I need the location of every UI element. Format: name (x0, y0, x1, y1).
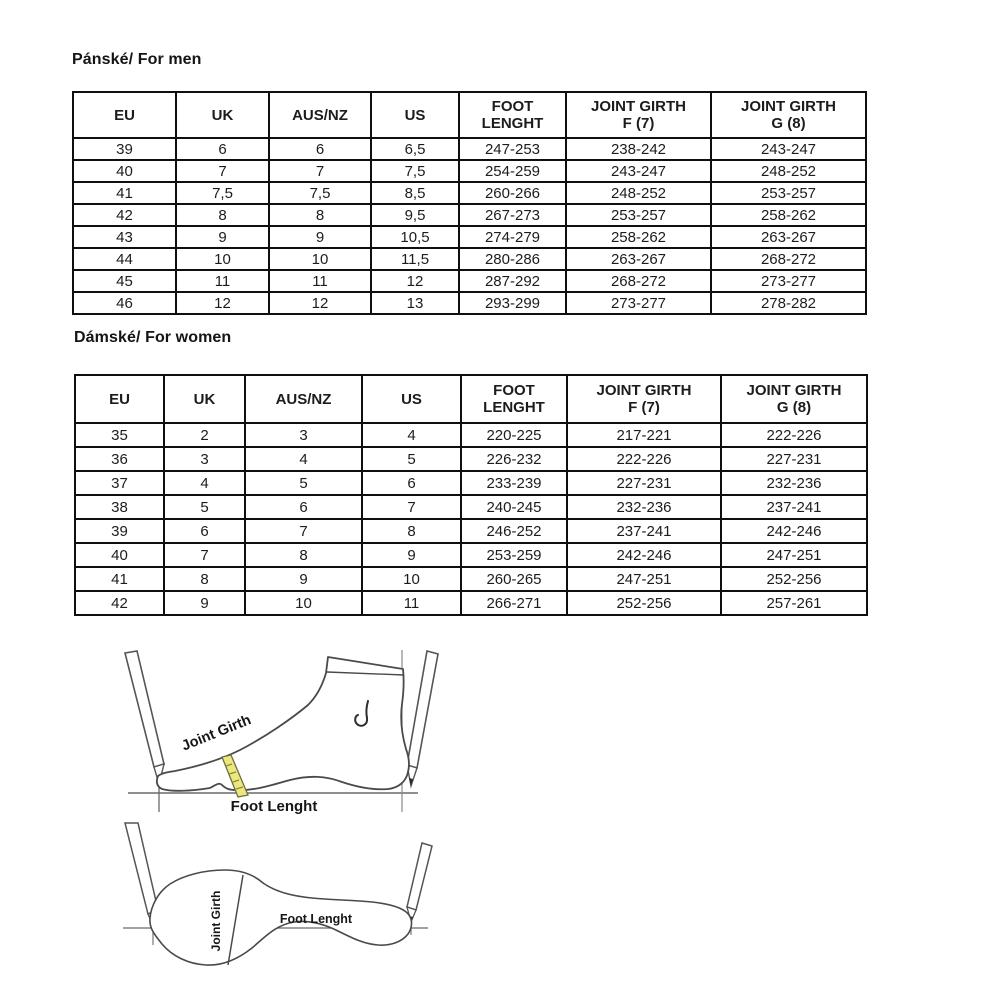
column-header (721, 375, 867, 423)
size-cell: 222-226 (721, 423, 867, 447)
size-cell: 8 (245, 543, 362, 567)
column-header-line: FOOT (491, 98, 534, 115)
foot-top-view-diagram (70, 818, 470, 978)
size-cell: 7 (164, 543, 245, 567)
size-cell: 6 (176, 138, 269, 160)
size-cell: 9 (362, 543, 461, 567)
size-cell: 11,5 (371, 248, 459, 270)
size-cell: 7,5 (176, 182, 269, 204)
size-cell: 247-253 (459, 138, 566, 160)
size-cell: 227-231 (721, 447, 867, 471)
size-cell: 8 (269, 204, 371, 226)
size-cell: 44 (73, 248, 176, 270)
size-cell: 248-252 (566, 182, 711, 204)
size-cell: 8 (164, 567, 245, 591)
foot-length-label: Foot Lenght (279, 912, 353, 926)
column-header (245, 375, 362, 423)
size-cell: 267-273 (459, 204, 566, 226)
column-header-line: G (8) (771, 115, 806, 132)
size-cell: 268-272 (566, 270, 711, 292)
size-cell: 8,5 (371, 182, 459, 204)
size-cell: 237-241 (721, 495, 867, 519)
size-cell: 39 (75, 519, 164, 543)
size-cell: 7,5 (371, 160, 459, 182)
size-cell: 287-292 (459, 270, 566, 292)
column-header (711, 92, 866, 138)
size-cell: 6,5 (371, 138, 459, 160)
column-header-line: US (401, 390, 422, 408)
size-cell: 278-282 (711, 292, 866, 314)
size-cell: 6 (362, 471, 461, 495)
column-header-line: US (404, 106, 426, 124)
column-header (75, 375, 164, 423)
size-cell: 253-257 (566, 204, 711, 226)
column-header (164, 375, 245, 423)
size-cell: 42 (73, 204, 176, 226)
table-row (75, 495, 867, 519)
size-cell: 237-241 (567, 519, 721, 543)
size-cell: 13 (371, 292, 459, 314)
size-cell: 217-221 (567, 423, 721, 447)
column-header-line: JOINT GIRTH (590, 98, 686, 115)
size-cell: 40 (73, 160, 176, 182)
column-header (73, 92, 176, 138)
size-cell: 248-252 (711, 160, 866, 182)
size-cell: 233-239 (461, 471, 567, 495)
column-header-line: EU (109, 390, 130, 408)
column-header-line: F (7) (622, 115, 655, 132)
table-row (75, 471, 867, 495)
size-cell: 10 (176, 248, 269, 270)
size-cell: 6 (164, 519, 245, 543)
column-header-line: JOINT GIRTH (596, 382, 692, 399)
size-cell: 41 (75, 567, 164, 591)
foot-side-view-diagram (70, 645, 470, 820)
size-cell: 36 (75, 447, 164, 471)
size-cell: 35 (75, 423, 164, 447)
size-cell: 226-232 (461, 447, 567, 471)
size-cell: 253-257 (711, 182, 866, 204)
column-header-line: JOINT GIRTH (740, 98, 836, 115)
size-cell: 11 (362, 591, 461, 615)
size-cell: 242-246 (721, 519, 867, 543)
column-header (176, 92, 269, 138)
column-header-line: F (7) (628, 399, 660, 416)
size-cell: 9,5 (371, 204, 459, 226)
size-cell: 260-265 (461, 567, 567, 591)
size-cell: 3 (164, 447, 245, 471)
pencil-icon (125, 651, 164, 784)
table-row (73, 248, 866, 270)
size-cell: 7 (362, 495, 461, 519)
pencil-icon (407, 651, 438, 786)
column-header-line: UK (193, 390, 216, 408)
size-cell: 41 (73, 182, 176, 204)
column-header (371, 92, 459, 138)
size-cell: 38 (75, 495, 164, 519)
size-cell: 12 (371, 270, 459, 292)
size-cell: 268-272 (711, 248, 866, 270)
women-section-title: Dámské/ For women (74, 329, 232, 346)
size-cell: 246-252 (461, 519, 567, 543)
size-cell: 5 (362, 447, 461, 471)
column-header-line: EU (114, 106, 135, 124)
size-cell: 37 (75, 471, 164, 495)
size-cell: 252-256 (567, 591, 721, 615)
women-size-table (74, 374, 868, 616)
column-header-line: LENGHT (483, 399, 545, 416)
size-cell: 247-251 (721, 543, 867, 567)
column-header-line: AUS/NZ (292, 106, 348, 124)
size-cell: 43 (73, 226, 176, 248)
size-cell: 263-267 (566, 248, 711, 270)
foot-length-label: Foot Lenght (230, 798, 318, 815)
size-cell: 220-225 (461, 423, 567, 447)
men-size-table (72, 91, 867, 315)
size-cell: 9 (176, 226, 269, 248)
size-cell: 8 (176, 204, 269, 226)
size-cell: 243-247 (566, 160, 711, 182)
size-cell: 253-259 (461, 543, 567, 567)
size-cell: 240-245 (461, 495, 567, 519)
pencil-icon (407, 843, 432, 922)
size-cell: 257-261 (721, 591, 867, 615)
size-cell: 12 (269, 292, 371, 314)
column-header (566, 92, 711, 138)
size-cell: 252-256 (721, 567, 867, 591)
column-header (362, 375, 461, 423)
men-section-title: Pánské/ For men (72, 51, 202, 68)
size-cell: 2 (164, 423, 245, 447)
table-row (73, 270, 866, 292)
size-cell: 11 (176, 270, 269, 292)
table-row (75, 423, 867, 447)
size-cell: 11 (269, 270, 371, 292)
size-cell: 242-246 (567, 543, 721, 567)
size-cell: 4 (164, 471, 245, 495)
column-header (269, 92, 371, 138)
joint-girth-label: Joint Girth (209, 890, 223, 952)
size-cell: 7 (176, 160, 269, 182)
size-cell: 280-286 (459, 248, 566, 270)
size-cell: 8 (362, 519, 461, 543)
size-cell: 10 (245, 591, 362, 615)
size-cell: 3 (245, 423, 362, 447)
size-cell: 6 (269, 138, 371, 160)
size-cell: 5 (245, 471, 362, 495)
size-cell: 9 (164, 591, 245, 615)
size-cell: 7 (245, 519, 362, 543)
column-header-line: LENGHT (481, 115, 544, 132)
size-cell: 254-259 (459, 160, 566, 182)
size-cell: 42 (75, 591, 164, 615)
size-cell: 274-279 (459, 226, 566, 248)
size-cell: 260-266 (459, 182, 566, 204)
table-row (73, 204, 866, 226)
table-row (75, 519, 867, 543)
size-cell: 6 (245, 495, 362, 519)
size-cell: 232-236 (721, 471, 867, 495)
header-row (75, 375, 867, 423)
size-cell: 247-251 (567, 567, 721, 591)
column-header-line: JOINT GIRTH (746, 382, 842, 399)
size-cell: 39 (73, 138, 176, 160)
size-cell: 258-262 (711, 204, 866, 226)
column-header (459, 92, 566, 138)
size-cell: 232-236 (567, 495, 721, 519)
table-row (73, 182, 866, 204)
size-cell: 9 (269, 226, 371, 248)
size-cell: 243-247 (711, 138, 866, 160)
size-cell: 5 (164, 495, 245, 519)
size-cell: 10 (362, 567, 461, 591)
foot-outline (157, 657, 409, 791)
column-header (567, 375, 721, 423)
column-header-line: G (8) (776, 399, 812, 416)
table-row (75, 567, 867, 591)
size-cell: 46 (73, 292, 176, 314)
table-row (75, 543, 867, 567)
size-cell: 9 (245, 567, 362, 591)
size-cell: 263-267 (711, 226, 866, 248)
size-cell: 258-262 (566, 226, 711, 248)
size-cell: 227-231 (567, 471, 721, 495)
size-cell: 273-277 (711, 270, 866, 292)
table-row (75, 447, 867, 471)
column-header-line: UK (211, 106, 234, 124)
size-cell: 7,5 (269, 182, 371, 204)
table-row (73, 138, 866, 160)
table-row (73, 160, 866, 182)
size-cell: 4 (362, 423, 461, 447)
size-cell: 45 (73, 270, 176, 292)
table-row (75, 591, 867, 615)
header-row (73, 92, 866, 138)
size-cell: 10,5 (371, 226, 459, 248)
size-cell: 10 (269, 248, 371, 270)
table-row (73, 226, 866, 248)
size-cell: 273-277 (566, 292, 711, 314)
table-row (73, 292, 866, 314)
size-cell: 7 (269, 160, 371, 182)
size-cell: 12 (176, 292, 269, 314)
size-cell: 222-226 (567, 447, 721, 471)
size-cell: 238-242 (566, 138, 711, 160)
column-header-line: FOOT (493, 382, 535, 399)
size-cell: 266-271 (461, 591, 567, 615)
joint-girth-label: Joint Girth (179, 712, 254, 755)
size-cell: 4 (245, 447, 362, 471)
size-cell: 40 (75, 543, 164, 567)
column-header-line: AUS/NZ (275, 390, 332, 408)
column-header (461, 375, 567, 423)
size-cell: 293-299 (459, 292, 566, 314)
